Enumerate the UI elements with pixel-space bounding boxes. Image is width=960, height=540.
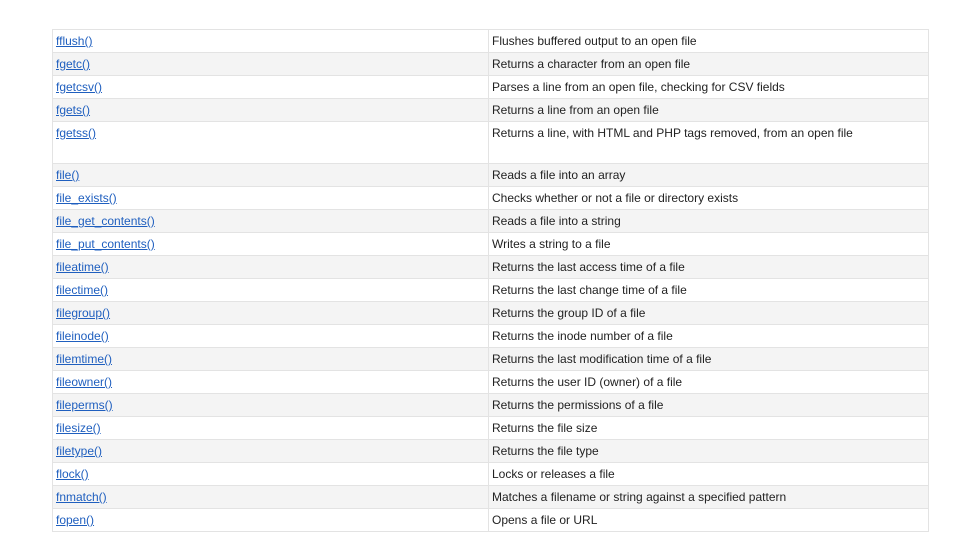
function-link[interactable]: filesize() xyxy=(56,421,101,435)
table-row xyxy=(53,417,929,440)
table-row xyxy=(53,371,929,394)
function-name-cell xyxy=(53,348,489,371)
function-link[interactable]: file_exists() xyxy=(56,191,117,205)
function-description: Returns the last modification time of a file xyxy=(489,348,929,371)
function-link[interactable]: fileperms() xyxy=(56,398,113,412)
function-name-cell xyxy=(53,463,489,486)
function-name-cell xyxy=(53,371,489,394)
function-reference-table xyxy=(52,29,929,532)
function-link[interactable]: filectime() xyxy=(56,283,109,297)
function-link[interactable]: fgetss() xyxy=(56,126,97,140)
table-row xyxy=(53,279,929,302)
function-name-cell xyxy=(53,233,489,256)
function-description: Returns a line, with HTML and PHP tags removed, from an open file xyxy=(489,122,929,164)
table-row xyxy=(53,394,929,417)
table-row xyxy=(53,53,929,76)
function-description: Returns the last access time of a file xyxy=(489,256,929,279)
function-name-cell xyxy=(53,30,489,53)
function-name-cell xyxy=(53,279,489,302)
function-link[interactable]: fflush() xyxy=(56,34,93,48)
table-row xyxy=(53,486,929,509)
function-link[interactable]: fgetcsv() xyxy=(56,80,103,94)
function-description: Returns the user ID (owner) of a file xyxy=(489,371,929,394)
function-link[interactable]: filetype() xyxy=(56,444,103,458)
function-link[interactable]: fileatime() xyxy=(56,260,109,274)
function-description: Flushes buffered output to an open file xyxy=(489,30,929,53)
table-row xyxy=(53,302,929,325)
function-link[interactable]: fileowner() xyxy=(56,375,113,389)
function-name-cell xyxy=(53,187,489,210)
table-row xyxy=(53,122,929,164)
function-name-cell xyxy=(53,210,489,233)
function-link[interactable]: fgetc() xyxy=(56,57,91,71)
function-link[interactable]: file_put_contents() xyxy=(56,237,155,251)
function-name-cell xyxy=(53,99,489,122)
function-name-cell xyxy=(53,509,489,532)
function-description: Writes a string to a file xyxy=(489,233,929,256)
function-description: Checks whether or not a file or directory exists xyxy=(489,187,929,210)
function-name-cell xyxy=(53,302,489,325)
function-description: Returns the file size xyxy=(489,417,929,440)
table-row xyxy=(53,164,929,187)
function-description: Opens a file or URL xyxy=(489,509,929,532)
table-row xyxy=(53,325,929,348)
function-name-cell xyxy=(53,76,489,99)
table-row xyxy=(53,463,929,486)
function-link[interactable]: file() xyxy=(56,168,80,182)
function-name-cell xyxy=(53,440,489,463)
function-name-cell xyxy=(53,486,489,509)
function-name-cell xyxy=(53,122,489,164)
function-link[interactable]: fgets() xyxy=(56,103,91,117)
function-description: Returns the file type xyxy=(489,440,929,463)
function-name-cell xyxy=(53,164,489,187)
function-link[interactable]: fileinode() xyxy=(56,329,109,343)
function-description: Returns the inode number of a file xyxy=(489,325,929,348)
table-row xyxy=(53,509,929,532)
function-link[interactable]: filegroup() xyxy=(56,306,111,320)
function-description: Parses a line from an open file, checking for CSV fields xyxy=(489,76,929,99)
function-link[interactable]: flock() xyxy=(56,467,89,481)
function-description: Matches a filename or string against a specified pattern xyxy=(489,486,929,509)
function-name-cell xyxy=(53,53,489,76)
table-row xyxy=(53,76,929,99)
function-description: Reads a file into a string xyxy=(489,210,929,233)
function-name-cell xyxy=(53,417,489,440)
table-row xyxy=(53,99,929,122)
function-name-cell xyxy=(53,394,489,417)
function-link[interactable]: fnmatch() xyxy=(56,490,107,504)
function-description: Returns the last change time of a file xyxy=(489,279,929,302)
table-row xyxy=(53,187,929,210)
function-description: Locks or releases a file xyxy=(489,463,929,486)
function-description: Returns the permissions of a file xyxy=(489,394,929,417)
php-filesystem-functions-table xyxy=(52,29,928,532)
table-row xyxy=(53,440,929,463)
function-name-cell xyxy=(53,325,489,348)
function-description: Returns the group ID of a file xyxy=(489,302,929,325)
function-link[interactable]: fopen() xyxy=(56,513,95,527)
table-row xyxy=(53,30,929,53)
function-name-cell xyxy=(53,256,489,279)
table-row xyxy=(53,210,929,233)
function-description: Returns a character from an open file xyxy=(489,53,929,76)
table-row xyxy=(53,233,929,256)
function-description: Reads a file into an array xyxy=(489,164,929,187)
table-row xyxy=(53,256,929,279)
function-link[interactable]: filemtime() xyxy=(56,352,112,366)
function-description: Returns a line from an open file xyxy=(489,99,929,122)
table-row xyxy=(53,348,929,371)
table-body xyxy=(53,30,929,532)
function-link[interactable]: file_get_contents() xyxy=(56,214,155,228)
